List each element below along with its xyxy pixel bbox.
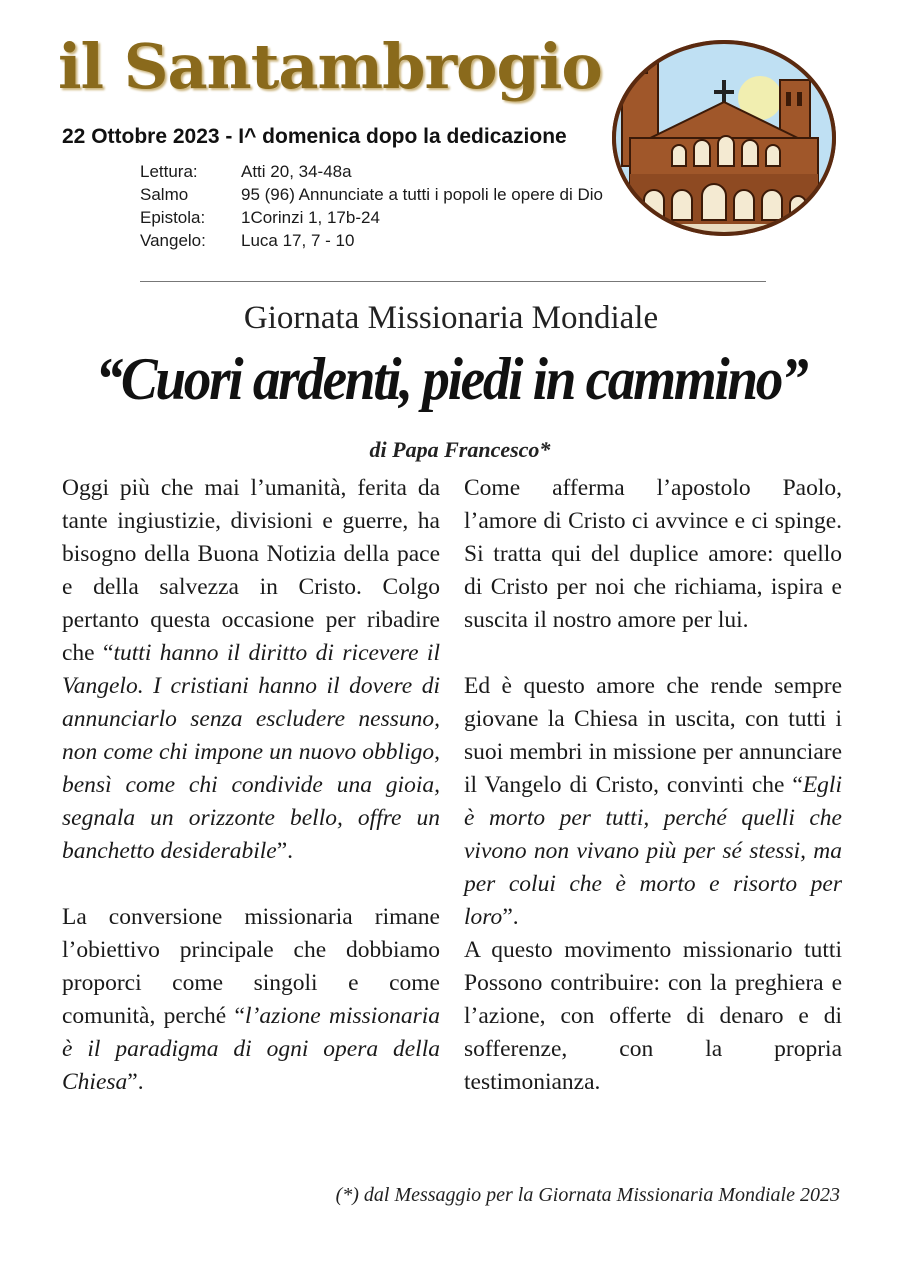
reading-row	[140, 183, 603, 206]
reading-value: Atti 20, 34-48a	[241, 162, 352, 181]
paragraph-text: ”.	[502, 904, 519, 930]
quote-text: Egli è morto per tutti, perché quelli che vivono non vivano più per sé stessi, ma per colui che è morto e risorto per loro	[464, 772, 842, 930]
article-kicker: Giornata Missionaria Mondiale	[243, 300, 659, 336]
reading-row	[140, 229, 603, 252]
paragraph-text: ”.	[127, 1069, 144, 1095]
header-divider	[140, 281, 766, 282]
paragraph-text: Ed è questo amore che rende sempre giovane la Chiesa in uscita, con tutti i suoi membri in missione per annunciare il Vangelo di Cristo, convinti che “	[464, 673, 842, 798]
reading-label: Epistola:	[140, 208, 206, 227]
issue-date-line: 22 Ottobre 2023 - I^ domenica dopo la dedicazione	[62, 125, 567, 148]
reading-label: Lettura:	[140, 162, 198, 181]
paragraph-text: La conversione missionaria rimane l’obiettivo principale che dobbiamo proporci come singoli e come comunità, perché “	[62, 904, 440, 1029]
paragraph	[62, 472, 440, 868]
quote-text: l’azione missionaria è il paradigma di ogni opera della Chiesa	[62, 1003, 440, 1095]
paragraph-text: ”.	[276, 838, 294, 864]
article-column-right	[464, 472, 842, 1099]
readings-list	[140, 160, 603, 252]
paragraph: Come afferma l’apostolo Paolo, l’amore di Cristo ci avvince e ci spinge. Si tratta qui del duplice amore: quello di Cristo per noi che richiama, ispira e suscita il nostro amore per lui.	[464, 475, 842, 633]
article-column-left	[62, 472, 440, 1099]
reading-label: Vangelo:	[140, 231, 206, 250]
paragraph-text: Oggi più che mai l’umanità, ferita da tante ingiustizie, divisioni e guerre, ha bisogno della Buona Notizia della pace e della salvezza in Cristo. Colgo pertanto questa occasione per ribadire che “	[62, 475, 440, 666]
article-footnote: (*) dal Messaggio per la Giornata Missionaria Mondiale 2023	[335, 1184, 840, 1206]
reading-label: Salmo	[140, 185, 189, 204]
reading-row	[140, 206, 603, 229]
quote-text: tutti hanno il diritto di ricevere il Vangelo. I cristiani hanno il dovere di annunciarlo senza escludere nessuno, non come chi impone un nuovo obbligo, bensì come chi condivide una gioia, segnala un orizzonte bello, offre un banchetto desiderabile	[62, 640, 440, 864]
reading-value: 95 (96) Annunciate a tutti i popoli le opere di Dio	[241, 185, 603, 204]
paragraph	[464, 670, 842, 934]
basilica-logo	[610, 38, 838, 238]
reading-row	[140, 160, 603, 183]
reading-value: Luca 17, 7 - 10	[241, 231, 355, 250]
article-headline: “Cuori ardenti, piedi in cammino”	[95, 346, 807, 412]
paragraph: A questo movimento missionario tutti Possono contribuire: con la preghiera e l’azione, con offerte di denaro e di sofferenze, con la propria testimonianza.	[464, 937, 842, 1095]
masthead-title: il Santambrogio	[58, 30, 602, 103]
paragraph	[62, 901, 440, 1099]
article-byline: di Papa Francesco*	[369, 437, 551, 462]
reading-value: 1Corinzi 1, 17b-24	[241, 208, 380, 227]
